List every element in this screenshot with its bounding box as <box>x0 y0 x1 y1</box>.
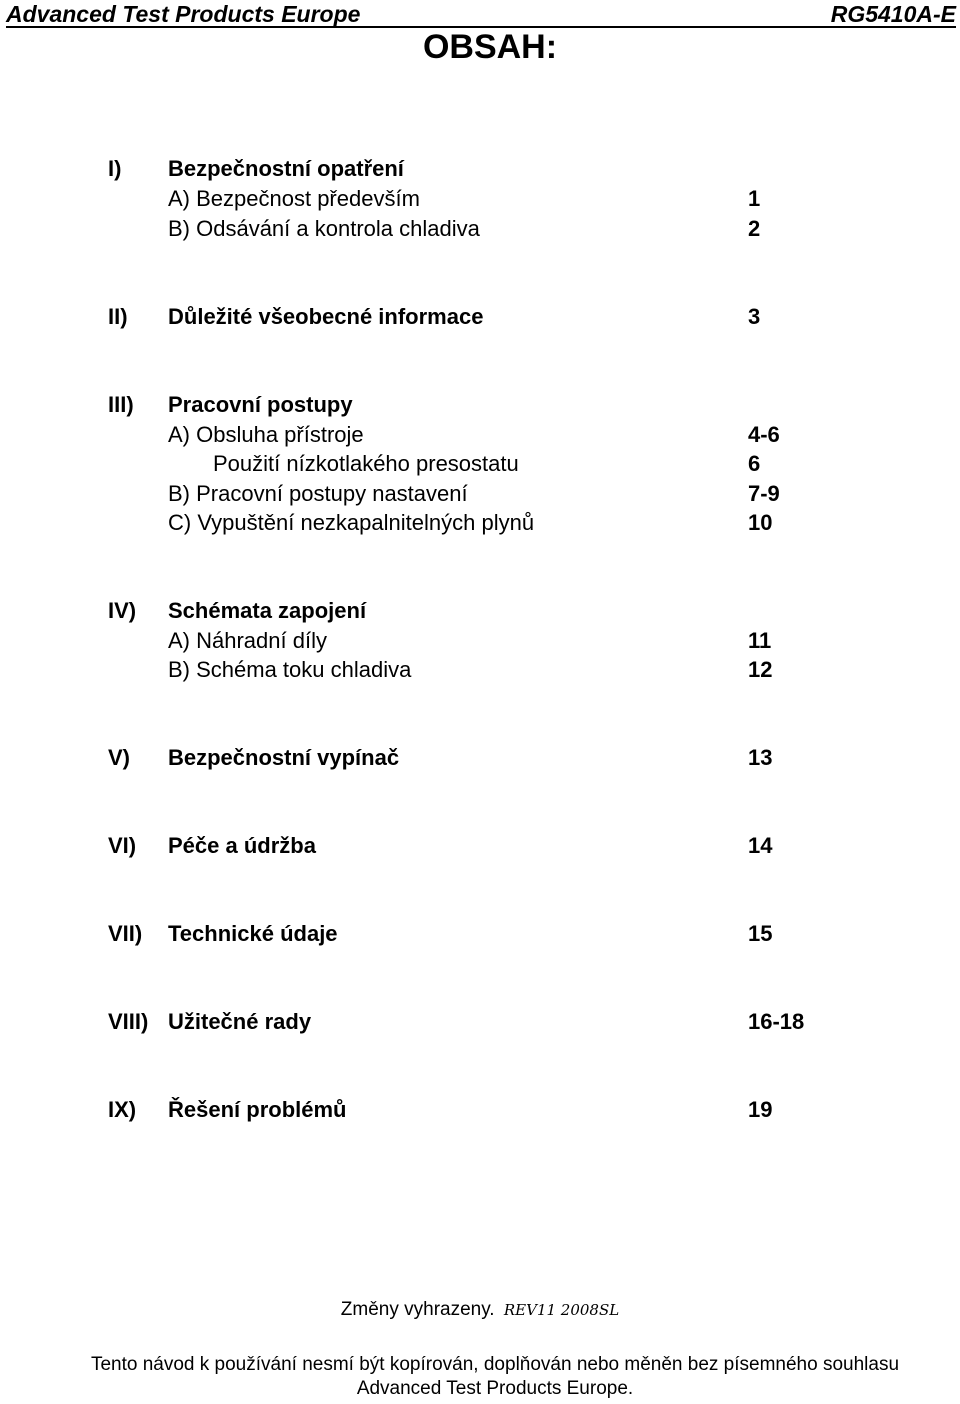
toc-page-number: 13 <box>748 745 773 770</box>
toc-numeral: VI) <box>108 833 137 858</box>
toc-section-6[interactable] <box>0 833 960 863</box>
toc-numeral: III) <box>108 392 134 417</box>
toc-entry-title: A) Obsluha přístroje <box>168 422 364 447</box>
toc-entry[interactable] <box>0 510 960 540</box>
toc-section-title: Schémata zapojení <box>168 598 367 623</box>
changes-note-text: Změny vyhrazeny. <box>340 1299 495 1320</box>
toc-page-number: 12 <box>748 657 773 682</box>
toc-entry-title: Použití nízkotlakého presostatu <box>213 451 519 476</box>
toc-section-title: Užitečné rady <box>168 1009 312 1034</box>
toc-section-2[interactable] <box>0 304 960 334</box>
toc-numeral: VIII) <box>108 1009 149 1034</box>
toc-numeral: V) <box>108 745 130 770</box>
toc-page-number: 6 <box>748 451 761 476</box>
toc-page-number: 3 <box>748 304 761 329</box>
toc-section-1[interactable] <box>0 156 960 186</box>
toc-numeral: IV) <box>108 598 137 623</box>
toc-entry[interactable] <box>0 216 960 246</box>
toc-entry-title: A) Bezpečnost především <box>168 186 420 211</box>
toc-entry[interactable] <box>0 481 960 511</box>
page-header <box>6 0 956 28</box>
toc-entry[interactable] <box>0 628 960 658</box>
toc-section-title: Bezpečnostní vypínač <box>168 745 400 770</box>
footer-line-1: Tento návod k používání nesmí být kopírován, doplňován nebo měněn bez písemného souhlasu <box>90 1354 900 1375</box>
toc-page-number: 16-18 <box>748 1009 805 1034</box>
revision-code: REV11 2008SL <box>503 1301 620 1319</box>
toc-entry-title: B) Odsávání a kontrola chladiva <box>168 216 480 241</box>
toc-entry[interactable] <box>0 186 960 216</box>
toc-entry[interactable] <box>0 451 960 481</box>
header-model: RG5410A-E <box>830 1 956 27</box>
toc-section-title: Technické údaje <box>168 921 338 946</box>
toc-entry[interactable] <box>0 422 960 452</box>
header-company: Advanced Test Products Europe <box>6 1 361 27</box>
toc-page-number: 15 <box>748 921 773 946</box>
toc-page-number: 1 <box>748 186 761 211</box>
toc-page-number: 7-9 <box>748 481 780 506</box>
toc-entry[interactable] <box>0 657 960 687</box>
toc-section-title: Pracovní postupy <box>168 392 353 417</box>
toc-page-number: 14 <box>748 833 773 858</box>
toc-page-number: 19 <box>748 1097 773 1122</box>
changes-note <box>0 1299 960 1321</box>
toc-section-5[interactable] <box>0 745 960 775</box>
toc-section-8[interactable] <box>0 1009 960 1039</box>
toc-entry-title: B) Pracovní postupy nastavení <box>168 481 468 506</box>
toc-page-number: 11 <box>748 628 772 653</box>
toc-numeral: VII) <box>108 921 143 946</box>
toc-section-9[interactable] <box>0 1097 960 1127</box>
toc-section-4[interactable] <box>0 598 960 628</box>
toc-entry-title: B) Schéma toku chladiva <box>168 657 412 682</box>
footer-line-2: Advanced Test Products Europe. <box>356 1378 634 1399</box>
toc-entry-title: A) Náhradní díly <box>168 628 327 653</box>
toc-section-7[interactable] <box>0 921 960 951</box>
toc-page-number: 10 <box>748 510 773 535</box>
toc-numeral: IX) <box>108 1097 137 1122</box>
toc-section-title: Bezpečnostní opatření <box>168 156 404 181</box>
toc-entry-title: C) Vypuštění nezkapalnitelných plynů <box>168 510 535 535</box>
toc-section-title: Péče a údržba <box>168 833 316 858</box>
copyright-footer <box>0 1353 960 1401</box>
toc-section-3[interactable] <box>0 392 960 422</box>
toc-numeral: II) <box>108 304 128 329</box>
toc-page-number: 4-6 <box>748 422 780 447</box>
toc-page-number: 2 <box>748 216 761 241</box>
page-title: OBSAH: <box>422 28 558 66</box>
toc-section-title: Řešení problémů <box>168 1097 347 1122</box>
toc-numeral: I) <box>108 156 122 181</box>
toc-section-title: Důležité všeobecné informace <box>168 304 484 329</box>
